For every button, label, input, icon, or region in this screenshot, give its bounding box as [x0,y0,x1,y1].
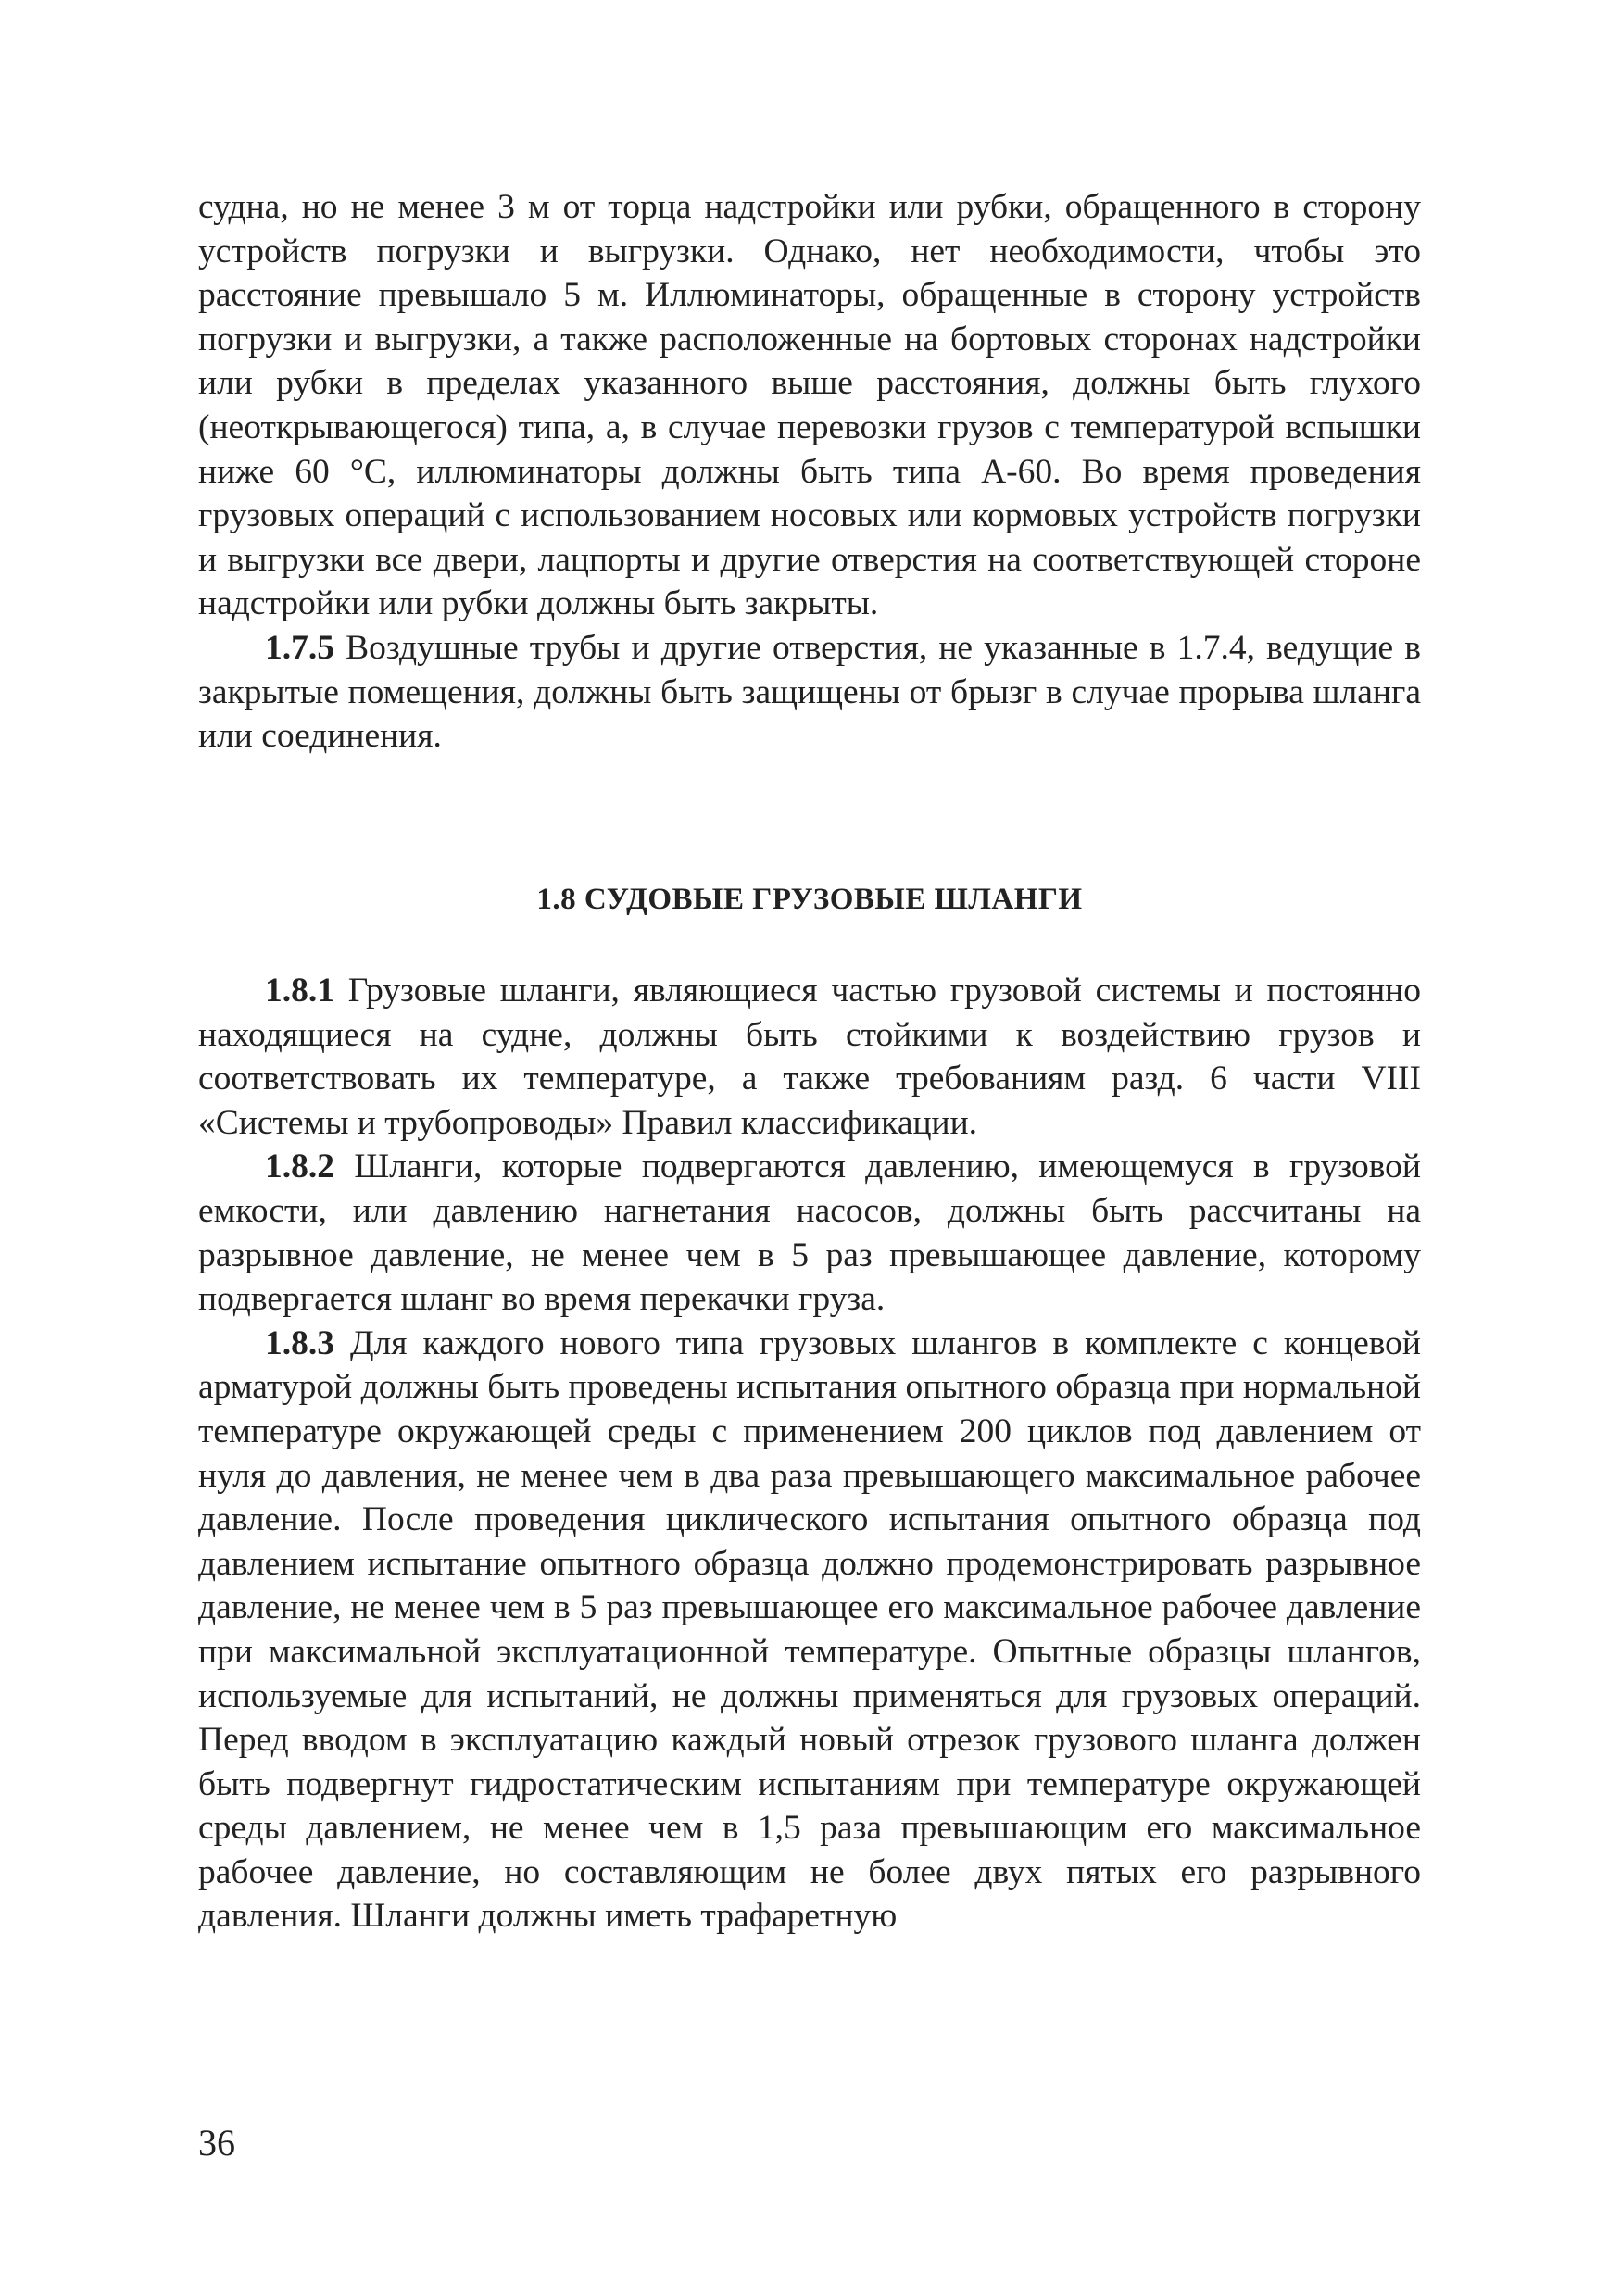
paragraph-1-8-2 [198,1145,1421,1321]
paragraph-text: Воздушные трубы и другие отверстия, не указанные в 1.7.4, ведущие в закрытые помещения, должны быть защищены от брызг в случае прорыва шланга или соединения. [198,628,1421,756]
paragraph-text: Грузовые шланги, являющиеся частью грузовой системы и постоянно находящиеся на судне, должны быть стойкими к воздействию грузов и соответствовать их температуре, а также требованиям разд. 6 части VIII «Системы и трубопроводы» Правил классификации. [198,972,1421,1142]
page-number: 36 [198,2122,235,2164]
paragraph-number: 1.8.3 [265,1324,334,1362]
paragraph-1-8-3 [198,1322,1421,1938]
paragraph-1-7-5 [198,626,1421,759]
paragraph-number: 1.8.2 [265,1148,334,1186]
section-text-block [198,969,1421,1938]
paragraph-text: Шланги, которые подвергаются давлению, имеющемуся в грузовой емкости, или давлению нагнетания насосов, должны быть рассчитаны на разрывное давление, не менее чем в 5 раз превышающее давление, которому подвергается шланг во время перекачки груза. [198,1148,1421,1319]
paragraph-text: судна, но не менее 3 м от торца надстройки или рубки, обращенного в сторону устройств погрузки и выгрузки. Однако, нет необходимости, чтобы это расстояние превышало 5 м. Иллюминаторы, обращенные в сторону устройств погрузки и выгрузки, а также расположенные на бортовых сторонах надстройки или рубки в пределах указанного выше расстояния, должны быть глухого (неоткрывающегося) типа, а, в случае перевозки грузов с температурой вспышки ниже 60 °C, иллюминаторы должны быть типа А-60. Во время проведения грузовых операций с использованием носовых или кормовых устройств погрузки и выгрузки все двери, лацпорты и другие отверстия на соответствующей стороне надстройки или рубки должны быть закрыты. [198,188,1421,623]
paragraph-text: Для каждого нового типа грузовых шлангов в комплекте с концевой арматурой должны быть проведены испытания опытного образца при нормальной температуре окружающей среды с применением 200 циклов под давлением от нуля до давления, не менее чем в два раза превышающего максимальное рабочее давление. После проведения циклического испытания опытного образца под давлением испытание опытного образца должно продемонстрировать разрывное давление, не менее чем в 5 раз превышающее его максимальное рабочее давление при максимальной эксплуатационной температуре. Опытные образцы шлангов, используемые для испытаний, не должны применяться для грузовых операций. Перед вводом в эксплуатацию каждый новый отрезок грузового шланга должен быть подвергнут гидростатическим испытаниям при температуре окружающей среды давлением, не менее чем в 1,5 раза превышающим его максимальное рабочее давление, но составляющим не более двух пятых его разрывного давления. Шланги должны иметь трафаретную [198,1324,1421,1936]
section-heading: 1.8 СУДОВЫЕ ГРУЗОВЫЕ ШЛАНГИ [536,883,1083,916]
top-text-block [198,185,1421,759]
paragraph-number: 1.7.5 [265,628,334,667]
paragraph-1-8-1 [198,969,1421,1145]
paragraph-number: 1.8.1 [265,972,334,1010]
paragraph-continuation [198,185,1421,626]
